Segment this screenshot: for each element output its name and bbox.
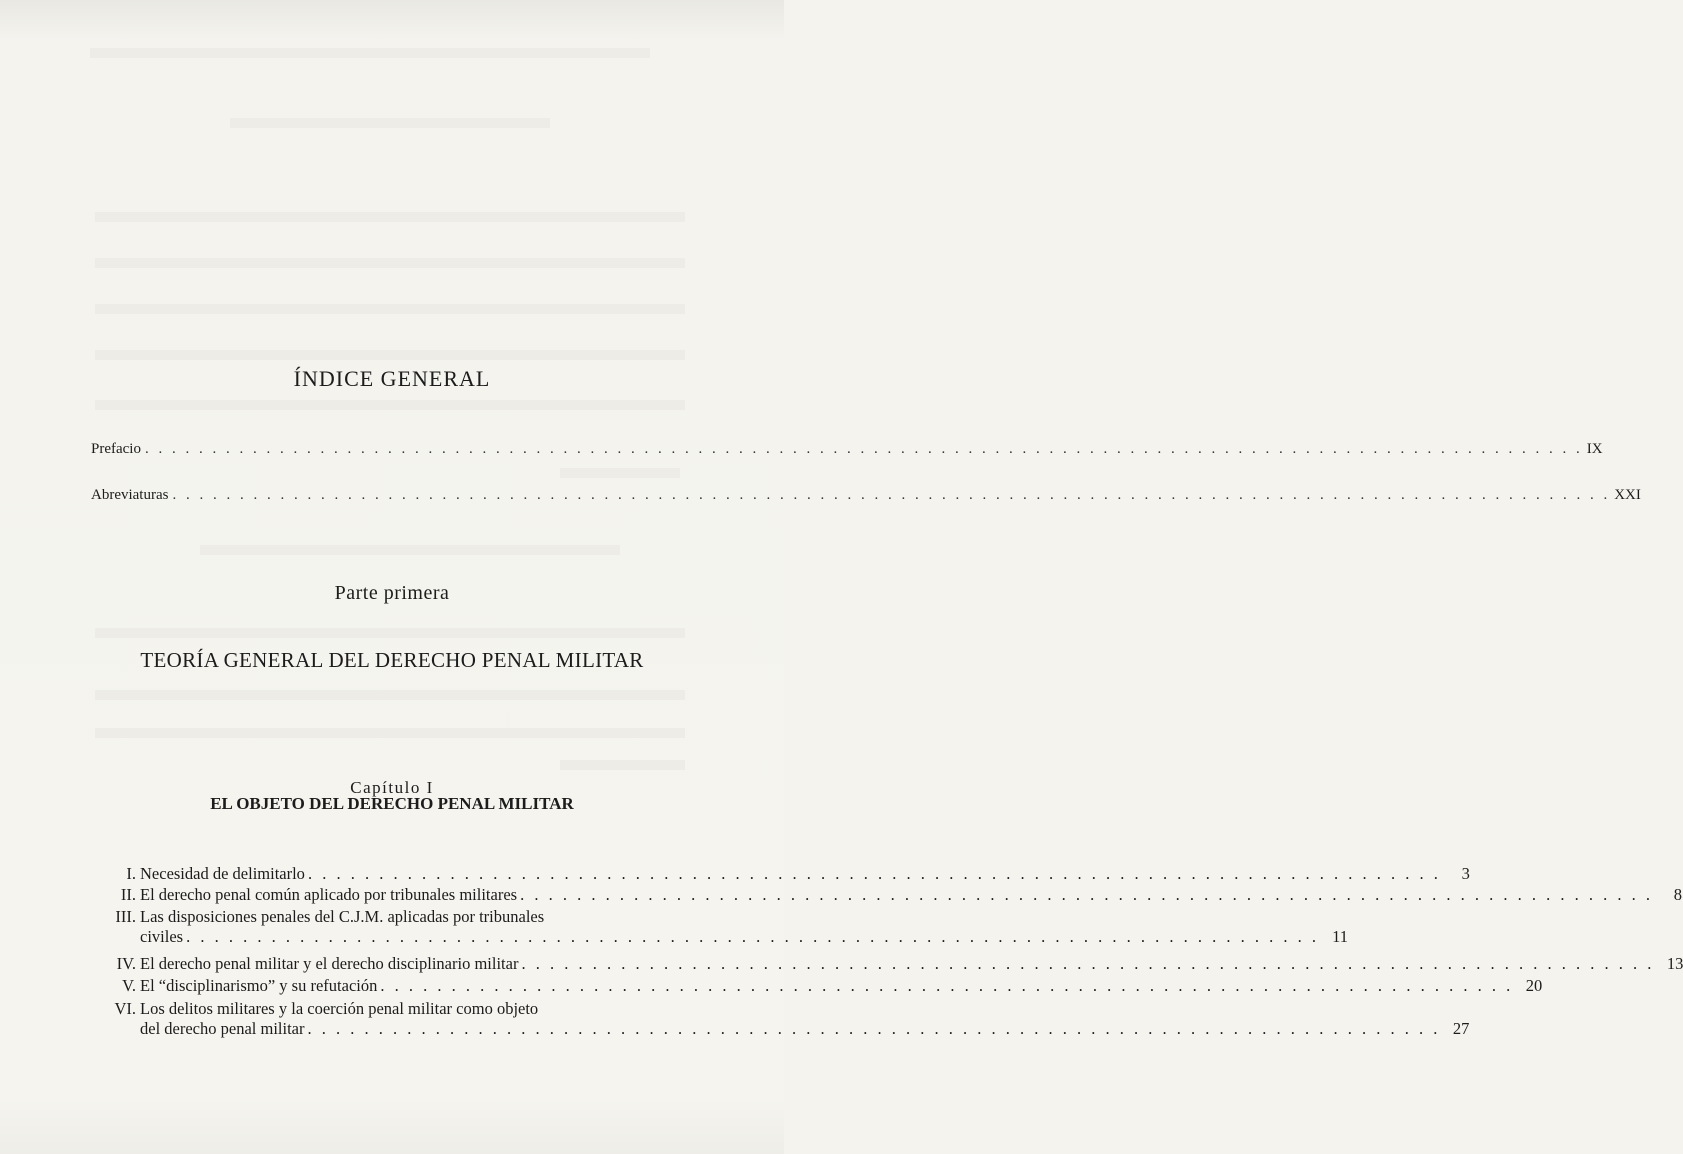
entry-number: II. [120, 885, 136, 904]
chapter-entry-1 [100, 864, 1470, 884]
entry-page: 20 [1525, 976, 1543, 995]
leader-dots [520, 885, 1653, 905]
toc-entry-abreviaturas [91, 487, 1641, 504]
entry-text: Necesidad de delimitarlo [140, 864, 305, 883]
chapter-entry-3 [100, 907, 1348, 947]
entry-page: 11 [1332, 927, 1348, 946]
toc-entry-page: IX [1586, 441, 1603, 457]
chapter-title: EL OBJETO DEL DERECHO PENAL MILITAR [210, 794, 574, 813]
entry-number: VI. [114, 999, 136, 1018]
bleed-through-texture [95, 304, 685, 314]
bleed-through-texture [90, 48, 650, 58]
bleed-through-texture [95, 690, 685, 700]
entry-text: El derecho penal común aplicado por tribunales militares [140, 885, 518, 904]
leader-dots [186, 927, 1319, 947]
chapter-entry-5 [100, 976, 1543, 996]
entry-page: 27 [1452, 1019, 1470, 1038]
leader-dots [172, 487, 1610, 504]
chapter-entry-6 [100, 999, 1470, 1039]
chapter-entry-4 [100, 954, 1683, 974]
entry-text: Los delitos militares y la coerción penal militar como objeto [140, 999, 539, 1018]
bleed-through-texture [95, 350, 685, 360]
bleed-through-texture [95, 400, 685, 410]
entry-page: 3 [1461, 864, 1470, 883]
leader-dots [307, 1019, 1440, 1039]
entry-page: 13 [1666, 954, 1683, 973]
leader-dots [521, 954, 1654, 974]
part-title: Parte primera [334, 582, 450, 604]
leader-dots [308, 864, 1441, 884]
entry-text-continued: del derecho penal militar [140, 1019, 305, 1038]
toc-entry-label: Abreviaturas [91, 487, 169, 503]
entry-text: El “disciplinarismo” y su refutación [140, 976, 378, 995]
bleed-through-texture [95, 212, 685, 222]
bleed-through-texture [95, 628, 685, 638]
entry-number: I. [126, 864, 136, 883]
entry-text: Las disposiciones penales del C.J.M. aplicadas por tribunales [140, 907, 545, 926]
index-title: ÍNDICE GENERAL [293, 366, 491, 391]
bleed-through-texture [560, 468, 680, 478]
part-subtitle: TEORÍA GENERAL DEL DERECHO PENAL MILITAR [140, 648, 644, 672]
bleed-through-texture [95, 258, 685, 268]
toc-entry-page: XXI [1614, 487, 1641, 503]
entry-number: V. [122, 976, 136, 995]
leader-dots [145, 441, 1583, 458]
entry-text: El derecho penal militar y el derecho disciplinario militar [140, 954, 519, 973]
toc-entry-label: Prefacio [91, 441, 141, 457]
entry-page: 8 [1673, 885, 1682, 904]
entry-number: III. [115, 907, 136, 926]
bleed-through-texture [95, 728, 685, 738]
toc-entry-prefacio [91, 441, 1603, 458]
entry-number: IV. [116, 954, 136, 973]
bleed-through-texture [560, 760, 685, 770]
bleed-through-texture [200, 545, 620, 555]
bleed-through-texture [230, 118, 550, 128]
entry-text-continued: civiles [140, 927, 184, 946]
chapter-label: Capítulo I [350, 778, 434, 797]
chapter-entry-2 [100, 885, 1682, 905]
leader-dots [380, 976, 1513, 996]
